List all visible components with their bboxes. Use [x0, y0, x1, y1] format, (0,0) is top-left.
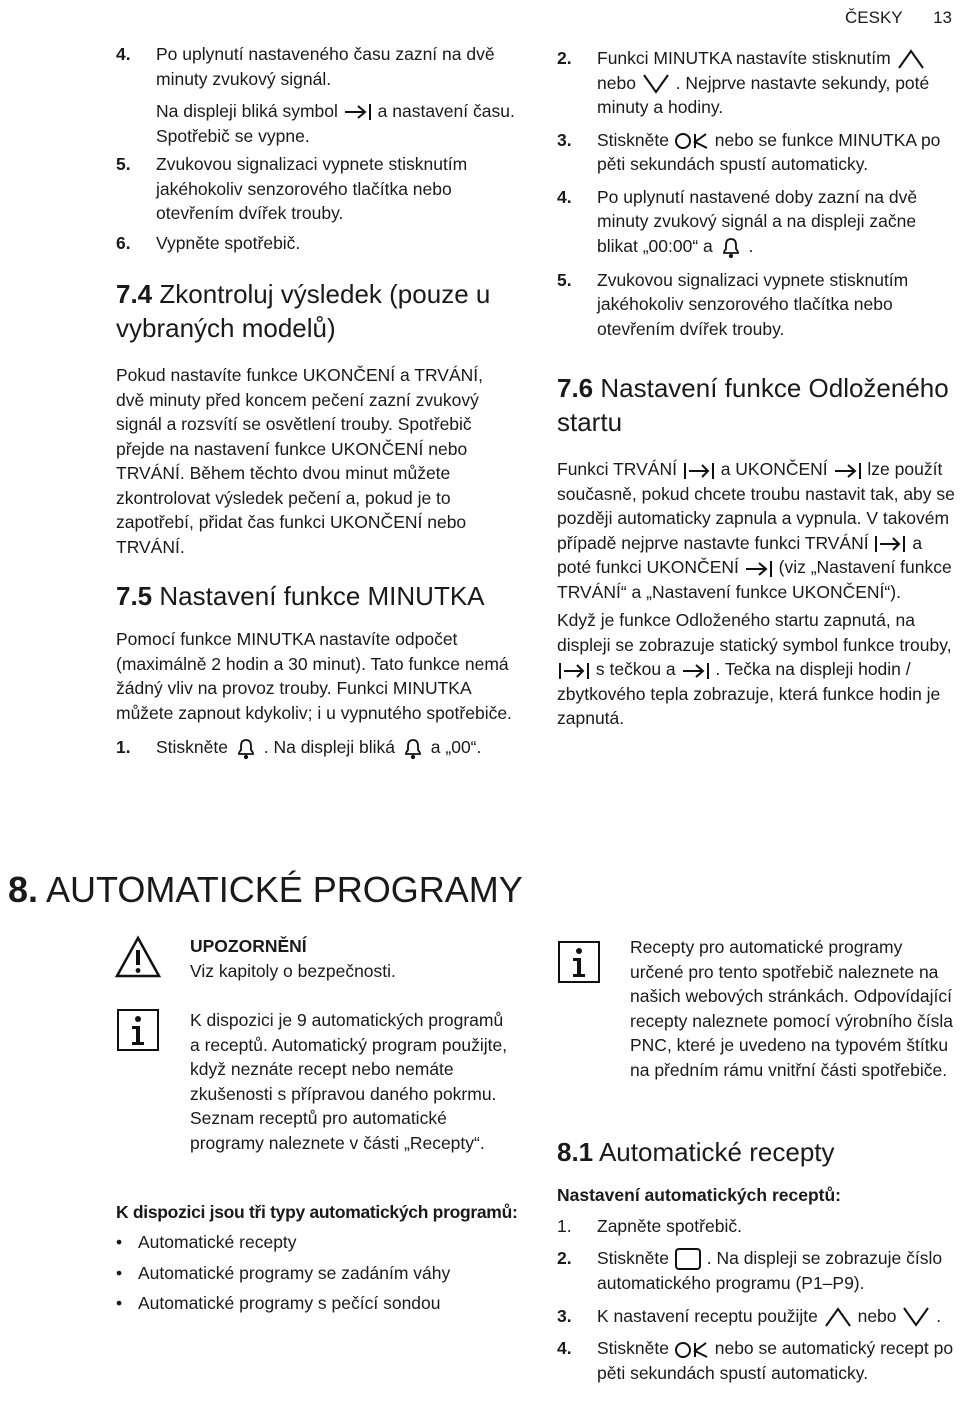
- end-arrow-icon: [744, 559, 774, 579]
- end-arrow-icon: [681, 661, 711, 681]
- down-arrow-icon: [641, 73, 671, 95]
- section-title: Zkontroluj výsledek (pouze u vybraných modelů): [116, 279, 491, 343]
- section-number: 8.1: [557, 1137, 594, 1167]
- step-text-3: .: [936, 1305, 942, 1326]
- types-heading: K dispozici jsou tři typy automatických programů:: [116, 1202, 518, 1222]
- text: Funkci TRVÁNÍ: [557, 459, 677, 480]
- step-number: 4.: [557, 186, 572, 207]
- step-text: Po uplynutí nastavené doby zazní na dvě minuty zvukový signál a na displeji začne blikat „00:00“ a: [597, 186, 918, 256]
- down-arrow-icon: [901, 1306, 931, 1328]
- bell-icon: [400, 735, 426, 761]
- program-button-icon: [674, 1247, 702, 1271]
- section-title: Nastavení funkce MINUTKA: [159, 581, 485, 611]
- step-text: K nastavení receptu použijte: [597, 1305, 818, 1326]
- step-6: [116, 231, 516, 256]
- section-title: Nastavení funkce Odloženého startu: [557, 373, 949, 438]
- minutka-step-4: [557, 185, 957, 260]
- step-number: 3.: [557, 1305, 572, 1326]
- step-text-2: . Na displeji bliká: [263, 737, 396, 757]
- section-7-5-body: Pomocí funkce MINUTKA nastavíte odpočet (maximálně 2 hodin a 30 minut). Tato funkce nemá žádný vliv na provoz trouby. Funkci MINUTKA můžete zapnout kdykoliv; i u vypnutého spotřebiče.: [116, 629, 512, 723]
- text: a UKONČENÍ: [720, 459, 828, 480]
- step-text: Zvukovou signalizaci vypnete stisknutím jakéhokoliv senzorového tlačítka nebo otevřením dvířek trouby.: [597, 269, 909, 339]
- step-text: Stiskněte: [597, 1338, 669, 1359]
- minutka-step-3: [557, 128, 957, 177]
- section-number: 7.5: [116, 581, 153, 611]
- section-8-heading: [8, 868, 523, 912]
- step-text: Stiskněte: [597, 1248, 669, 1268]
- ok-icon: [674, 131, 710, 151]
- note-text: Na displeji bliká symbol: [156, 101, 338, 121]
- text: (viz „Nastavení funkce TRVÁNÍ“ a „Nastavení funkce UKONČENÍ“).: [557, 557, 952, 602]
- step-number: 3.: [557, 129, 572, 150]
- text: . Tečka na displeji hodin / zbytkového tepla zobrazuje, která funkce hodin je zapnutá.: [557, 659, 941, 729]
- text: s tečkou a: [595, 659, 676, 680]
- step-number: 4.: [116, 44, 131, 64]
- step-text-2: nebo se funkce MINUTKA po pěti sekundách spustí automaticky.: [597, 129, 941, 174]
- warning-note: [190, 934, 510, 983]
- duration-icon: [682, 461, 716, 481]
- section-7-6-para-2: [557, 608, 957, 731]
- step-4: [116, 42, 516, 91]
- recipe-step-2: [557, 1246, 957, 1296]
- step-number: 1.: [557, 1215, 572, 1236]
- page-number: 13: [933, 8, 952, 27]
- step-text: Zapněte spotřebič.: [597, 1215, 742, 1236]
- step-text-2: nebo: [857, 1305, 897, 1326]
- section-title: AUTOMATICKÉ PROGRAMY: [46, 869, 523, 910]
- recipe-step-3: [557, 1304, 957, 1329]
- text: Když je funkce Odloženého startu zapnutá, na displeji se zobrazuje statický symbol funkce trouby,: [557, 610, 952, 655]
- warning-text: Viz kapitoly o bezpečnosti.: [190, 960, 396, 981]
- step-text: Stiskněte: [156, 737, 228, 757]
- duration-icon: [557, 661, 591, 681]
- section-7-6-para-1: [557, 457, 957, 604]
- warning-icon: [114, 935, 162, 979]
- step-text-2: .: [748, 235, 754, 256]
- minutka-step-5: [557, 268, 957, 342]
- step-text: Funkci MINUTKA nastavíte stisknutím: [597, 48, 891, 68]
- step-text-3: . Nejprve nastavte sekundy, poté minuty a hodiny.: [597, 72, 930, 117]
- left-column: [116, 42, 516, 762]
- section-8-1: [557, 1135, 957, 1386]
- page-header: [819, 6, 952, 31]
- duration-icon: [873, 534, 907, 554]
- step-text-2: nebo se automatický recept po pěti sekundách spustí automaticky.: [597, 1338, 954, 1383]
- step-text: Stiskněte: [597, 129, 669, 150]
- minutka-step-1: [116, 735, 516, 761]
- step-number: 5.: [557, 269, 572, 290]
- section-7-4-body: Pokud nastavíte funkce UKONČENÍ a TRVÁNÍ, dvě minuty před koncem pečení zazní zvukový signál a rozsvítí se osvětlení trouby. Spotřebič přejde na nastavení funkce UKONČENÍ nebo TRVÁNÍ. Během těchto dvou minut můžete zkontrolovat výsledek pečení a, pokud je to zapotřebí, přidat čas funkci UKONČENÍ nebo TRVÁNÍ.: [116, 365, 484, 557]
- end-arrow-icon: [343, 102, 373, 122]
- step-text: Vypněte spotřebič.: [156, 232, 301, 253]
- list-item: • Automatické programy s pečící sondou: [116, 1291, 516, 1316]
- info-icon: [116, 1008, 160, 1052]
- info-icon: [557, 940, 601, 984]
- recipe-step-4: [557, 1336, 957, 1385]
- right-column: [557, 46, 957, 731]
- info-note-2: Recepty pro automatické programy určené pro tento spotřebič naleznete na našich webových stránkách. Odpovídající recepty naleznete pomocí výrobního čísla PNC, které je uvedeno na typovém štítku na předním rámu vnitřní části spotřebiče.: [630, 937, 953, 1080]
- end-arrow-icon: [833, 461, 863, 481]
- step-number: 2.: [557, 1248, 572, 1268]
- section-title: Automatické recepty: [598, 1137, 835, 1167]
- note-text-2: a nastavení času. Spotřebič se vypne.: [156, 101, 515, 146]
- step-number: 4.: [557, 1338, 572, 1359]
- step-number: 1.: [116, 737, 131, 757]
- list-item: • Automatické programy se zadáním váhy: [116, 1261, 516, 1286]
- ok-icon: [674, 1340, 710, 1360]
- section-8-1-title: [557, 1135, 957, 1169]
- section-7-4-title: [116, 277, 516, 345]
- step-text: Po uplynutí nastaveného času zazní na dvě minuty zvukový signál.: [156, 44, 495, 89]
- step-number: 5.: [116, 154, 131, 174]
- list-item: • Automatické recepty: [116, 1230, 516, 1255]
- up-arrow-icon: [823, 1306, 853, 1328]
- types-list: [116, 1230, 516, 1322]
- step-4-note: [116, 99, 516, 148]
- info-note-1: K dispozici je 9 automatických programů a receptů. Automatický program použijte, když neznáte recept nebo nemáte zkušenosti s přípravou daného pokrmu. Seznam receptů pro automatické programy naleznete v části „Recepty“.: [190, 1010, 508, 1153]
- section-number: 7.4: [116, 279, 153, 309]
- step-number: 6.: [116, 232, 131, 253]
- minutka-step-2: [557, 46, 957, 120]
- step-number: 2.: [557, 48, 572, 68]
- step-text-2: . Na displeji se zobrazuje číslo automatického programu (P1–P9).: [597, 1248, 943, 1294]
- section-8-1-subheading: Nastavení automatických receptů:: [557, 1185, 841, 1205]
- up-arrow-icon: [896, 48, 926, 70]
- section-number: 7.6: [557, 373, 594, 404]
- section-7-5-title: [116, 579, 516, 613]
- section-number: 8.: [8, 869, 39, 910]
- step-text: Zvukovou signalizaci vypnete stisknutím jakéhokoliv senzorového tlačítka nebo otevřením dvířek trouby.: [156, 154, 468, 223]
- warning-title: UPOZORNĚNÍ: [190, 936, 307, 956]
- language-label: ČESKY: [845, 8, 903, 27]
- section-7-6-title: [557, 371, 957, 439]
- step-5: [116, 152, 516, 226]
- text: a poté funkci UKONČENÍ: [557, 532, 923, 578]
- bell-icon: [718, 234, 744, 260]
- bell-icon: [233, 735, 259, 761]
- recipe-step-1: [557, 1214, 957, 1239]
- text: lze použít současně, pokud chcete troubu nastavit tak, aby se později automaticky zapnula a vypnula. V takovém případě nejprve nastavte funkci TRVÁNÍ: [557, 459, 955, 553]
- step-text-2: nebo: [597, 72, 636, 93]
- step-text-3: a „00“.: [430, 737, 482, 757]
